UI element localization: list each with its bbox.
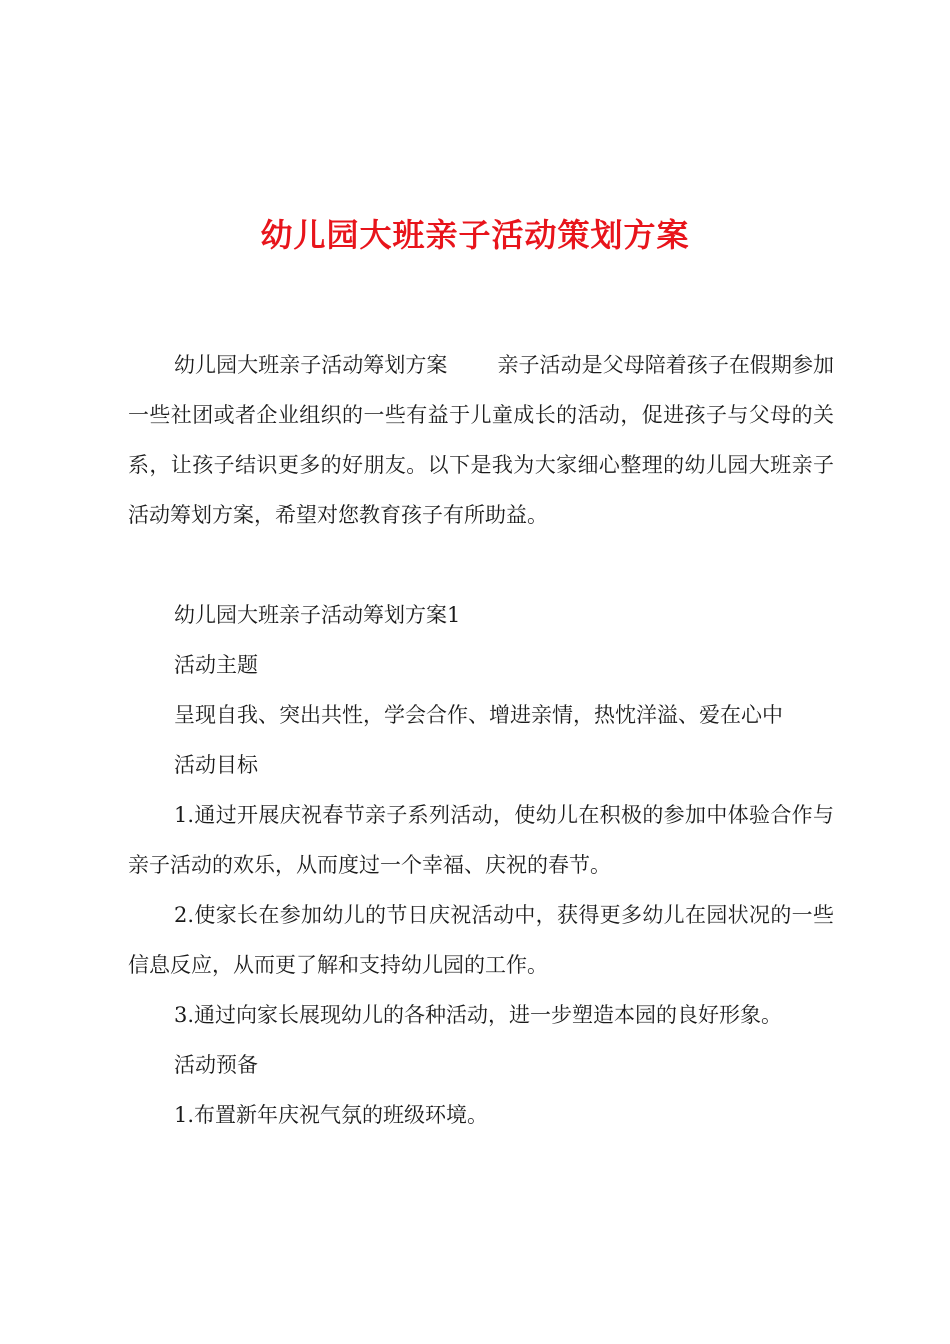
plan-section bbox=[128, 590, 834, 1140]
goals-heading: 活动目标 bbox=[174, 753, 258, 777]
theme-heading: 活动主题 bbox=[174, 653, 258, 677]
section-heading: 幼儿园大班亲子活动筹划方案1 bbox=[174, 603, 461, 627]
prep-heading: 活动预备 bbox=[174, 1053, 258, 1077]
document-title: 幼儿园大班亲子活动策划方案 bbox=[260, 216, 690, 254]
goal-item: 2.使家长在参加幼儿的节日庆祝活动中，获得更多幼儿在园状况的一些信息反应，从而更了解和支持幼儿园的工作。 bbox=[128, 903, 834, 977]
goal-item: 1.通过开展庆祝春节亲子系列活动，使幼儿在积极的参加中体验合作与亲子活动的欢乐，从而度过一个幸福、庆祝的春节。 bbox=[128, 803, 834, 877]
intro-text: 亲子活动是父母陪着孩子在假期参加一些社团或者企业组织的一些有益于儿童成长的活动，促进孩子与父母的关系，让孩子结识更多的好朋友。以下是我为大家细心整理的幼儿园大班亲子活动筹划方案，希望对您教育孩子有所助益。 bbox=[128, 353, 835, 527]
theme-text: 呈现自我、突出共性，学会合作、增进亲情，热忱洋溢、爱在心中 bbox=[174, 703, 783, 727]
intro-paragraph bbox=[128, 340, 834, 540]
goal-item: 3.通过向家长展现幼儿的各种活动，进一步塑造本园的良好形象。 bbox=[174, 1003, 783, 1027]
intro-lead: 幼儿园大班亲子活动筹划方案 bbox=[174, 353, 448, 377]
prep-item: 1.布置新年庆祝气氛的班级环境。 bbox=[174, 1103, 489, 1127]
